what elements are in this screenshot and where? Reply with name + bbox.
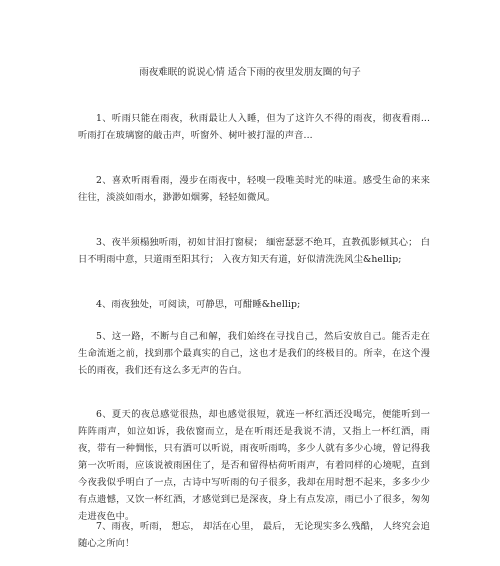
paragraph-5 [78,328,430,379]
paragraph-1-text: 1、听雨只能在雨夜，秋雨最让人入睡，但为了这许久不得的雨夜，彻夜看雨...听雨打在玻璃窗的敲击声，听窗外、树叶被打湿的声音... [78,113,430,141]
paragraph-4 [78,296,430,313]
paragraph-3 [78,234,430,268]
page-title: 雨夜难眠的说说心情 适合下雨的夜里发朋友圈的句子 [139,67,361,78]
paragraph-7 [78,518,430,552]
paragraph-3-text: 3、夜半须榻独听雨，初如甘泪打窗棂； 缅密瑟瑟不绝耳，直教孤影倾其心； 白日不明雨中意，只道雨至阳其行； 入夜方知天有道，好似清洗洗风尘&hellip; [78,237,430,265]
paragraph-5-text: 5、这一路，不断与自己和解，我们始终在寻找自己，然后安放自己。能否走在生命流逝之前，找到那个最真实的自己，这也才是我们的终极目的。所幸，在这个漫长的雨夜，我们还有这么多无声的告白。 [78,331,430,376]
paragraph-6-text: 6、夏天的夜总感觉很热，却也感觉很短，就连一杯红酒还没喝完，便能听到一阵阵雨声，如泣如诉，我依窗而立，是在听雨还是我说不清，又指上一杯红酒，雨夜，带有一种惆怅，只有酒可以听说，雨夜听雨鸣，多少人就有多少心境，曾记得我第一次听雨，应该说被雨困住了，是否和留得枯荷听雨声，有着同样的心境呢，直到今夜我似乎明白了一点，古诗中写听雨的句子很多，我却在用时想不起来，多多少少有点遗憾，又饮一杯红酒，才感觉到已是深夜，身上有点发凉，雨已小了很多，匆匆走进夜色中。 [78,409,430,522]
paragraph-7-text: 7、雨夜，听雨， 想忘， 却活在心里， 最后， 无论现实多么残酷， 人终究会追随心之所向！ [78,521,430,549]
paragraph-2-text: 2、喜欢听雨看雨，漫步在雨夜中，轻嗅一段唯美时光的味道。感受生命的来来往往，淡淡如雨水，渺渺如烟雾，轻轻如微风。 [78,175,430,203]
paragraph-6 [78,406,430,525]
paragraph-2 [78,172,430,206]
paragraph-1 [78,110,430,144]
paragraph-4-text: 4、雨夜独处，可阅读，可静思，可酣睡&hellip; [96,299,301,310]
